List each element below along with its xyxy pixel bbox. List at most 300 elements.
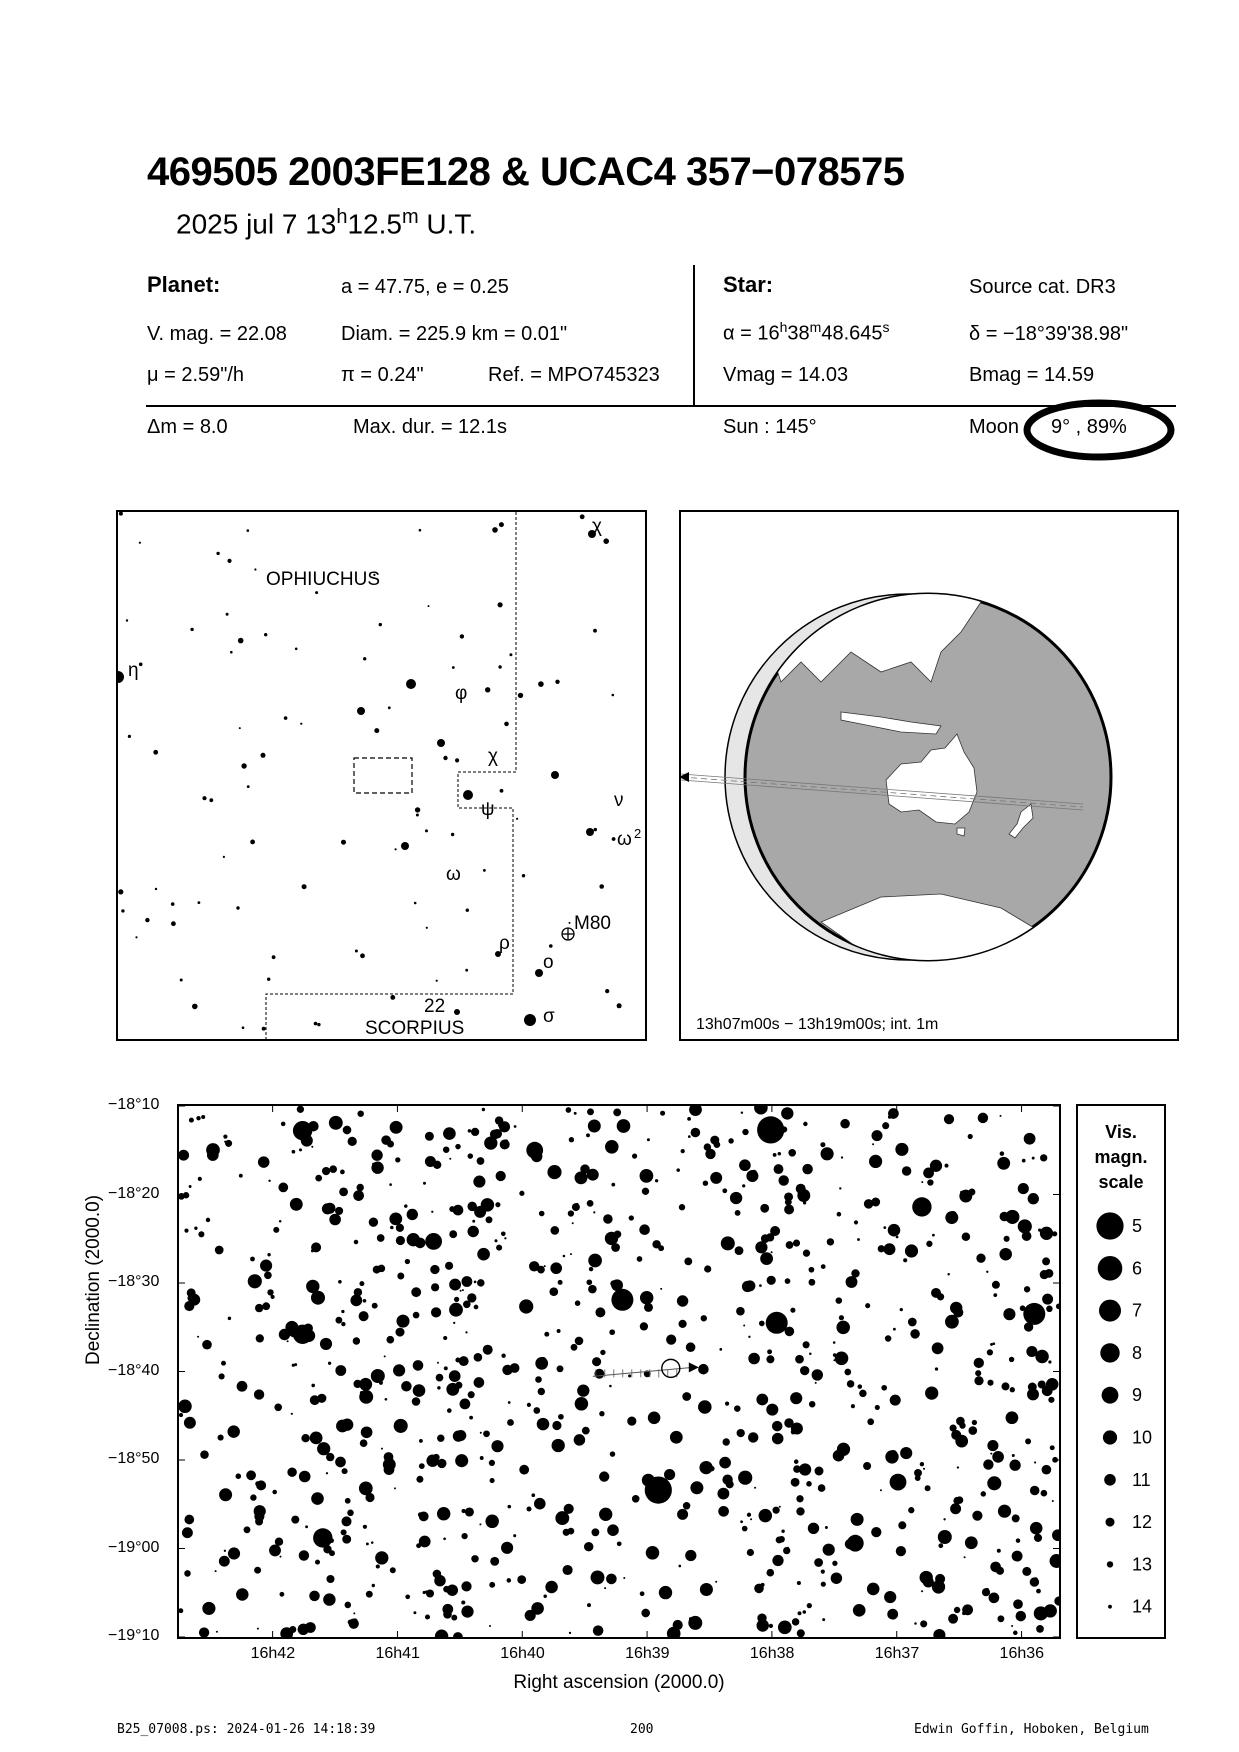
finder-star bbox=[426, 927, 428, 929]
chart-star bbox=[536, 1498, 542, 1504]
finder-star bbox=[374, 728, 379, 733]
chart-star bbox=[354, 1288, 362, 1296]
chart-star bbox=[535, 1376, 542, 1383]
chart-star bbox=[794, 1459, 799, 1464]
chart-bright-star bbox=[645, 1477, 672, 1504]
legend-magnitude-label: 5 bbox=[1132, 1216, 1143, 1236]
chart-star bbox=[371, 1369, 385, 1383]
chart-star bbox=[474, 1281, 477, 1284]
legend-magnitude-dot bbox=[1104, 1474, 1116, 1486]
chart-star bbox=[781, 1107, 793, 1119]
chart-star bbox=[869, 1155, 882, 1168]
chart-bright-star bbox=[425, 1233, 442, 1250]
chart-star bbox=[592, 1357, 601, 1366]
event-datetime: 2025 jul 7 13$^h$12.5$^m$ U.T. bbox=[176, 206, 477, 240]
chart-bright-star bbox=[757, 1116, 784, 1143]
chart-star bbox=[254, 1511, 264, 1521]
chart-star bbox=[793, 1465, 801, 1473]
chart-star bbox=[184, 1301, 194, 1311]
chart-star bbox=[329, 1214, 341, 1226]
chart-star bbox=[605, 1140, 619, 1154]
chart-star bbox=[938, 1530, 952, 1544]
chart-star bbox=[357, 1110, 363, 1116]
chart-star bbox=[418, 1512, 423, 1517]
chart-star bbox=[279, 1220, 282, 1223]
chart-star bbox=[599, 1471, 609, 1481]
chart-star bbox=[393, 1364, 405, 1376]
chart-star bbox=[587, 1108, 594, 1115]
chart-star bbox=[306, 1280, 319, 1293]
chart-star bbox=[575, 1300, 581, 1306]
earth-visibility-map bbox=[679, 510, 1179, 1041]
chart-star bbox=[701, 1315, 707, 1321]
chart-star bbox=[772, 1421, 783, 1432]
chart-star bbox=[599, 1411, 604, 1416]
finder-star bbox=[428, 605, 430, 607]
chart-star bbox=[591, 1570, 605, 1584]
chart-star bbox=[968, 1188, 975, 1195]
chart-star bbox=[611, 1183, 615, 1187]
chart-star bbox=[623, 1577, 625, 1579]
chart-star bbox=[320, 1338, 332, 1350]
chart-star bbox=[854, 1220, 858, 1224]
chart-star bbox=[1046, 1378, 1059, 1391]
chart-star bbox=[575, 1397, 589, 1411]
chart-star bbox=[340, 1170, 345, 1175]
chart-star bbox=[586, 1133, 590, 1137]
chart-star bbox=[341, 1516, 351, 1526]
chart-star bbox=[425, 1132, 434, 1141]
chart-star bbox=[766, 1569, 774, 1577]
chart-star bbox=[186, 1423, 191, 1428]
chart-star bbox=[179, 1413, 183, 1417]
chart-star bbox=[298, 1624, 309, 1635]
finder-star bbox=[227, 559, 231, 563]
finder-star bbox=[516, 818, 518, 820]
chart-star bbox=[564, 1504, 574, 1514]
chart-star bbox=[606, 1574, 617, 1585]
chart-star bbox=[256, 1334, 264, 1342]
chart-star bbox=[760, 1204, 769, 1213]
chart-star bbox=[609, 1385, 612, 1388]
chart-star bbox=[840, 1119, 850, 1129]
chart-star bbox=[690, 1481, 703, 1494]
chart-star bbox=[820, 1142, 825, 1147]
chart-star bbox=[462, 1289, 464, 1291]
chart-star bbox=[628, 1374, 631, 1377]
chart-star bbox=[926, 1241, 932, 1247]
chart-star bbox=[236, 1473, 242, 1479]
chart-bright-star bbox=[313, 1528, 332, 1547]
chart-star bbox=[461, 1533, 467, 1539]
declination-tick-label: −18°10 bbox=[108, 1096, 160, 1113]
chart-star bbox=[434, 1575, 445, 1586]
finder-star bbox=[504, 722, 509, 727]
chart-star bbox=[345, 1602, 352, 1609]
finder-star bbox=[406, 679, 416, 689]
chart-star bbox=[920, 1462, 924, 1466]
chart-star bbox=[342, 1468, 348, 1474]
declination-tick-label: −19°00 bbox=[108, 1538, 160, 1556]
chart-star bbox=[377, 1234, 385, 1242]
chart-star bbox=[863, 1462, 871, 1470]
chart-star bbox=[1034, 1534, 1042, 1542]
chart-star bbox=[1048, 1397, 1054, 1403]
chart-star bbox=[797, 1581, 801, 1585]
chart-star bbox=[851, 1513, 864, 1526]
chart-star bbox=[803, 1122, 807, 1126]
finder-star bbox=[239, 727, 241, 729]
chart-star bbox=[833, 1450, 845, 1462]
chart-star bbox=[413, 1384, 426, 1397]
chart-star bbox=[201, 1115, 205, 1119]
chart-star bbox=[179, 1150, 189, 1161]
chart-star bbox=[851, 1404, 855, 1408]
chart-star bbox=[759, 1509, 772, 1522]
chart-star bbox=[587, 1200, 594, 1207]
chart-star bbox=[800, 1366, 809, 1375]
chart-star bbox=[366, 1542, 369, 1545]
chart-star bbox=[808, 1523, 819, 1534]
chart-star bbox=[735, 1246, 744, 1255]
chart-star bbox=[910, 1329, 919, 1338]
chart-star bbox=[700, 1583, 713, 1596]
finder-star bbox=[284, 716, 288, 720]
chart-star bbox=[216, 1631, 218, 1633]
finder-star bbox=[390, 995, 395, 1000]
chart-star bbox=[688, 1135, 691, 1138]
chart-star bbox=[610, 1280, 617, 1287]
chart-star bbox=[992, 1281, 1000, 1289]
planet-orbit: a = 47.75, e = 0.25 bbox=[341, 276, 509, 298]
chart-star bbox=[1040, 1227, 1053, 1240]
finder-star bbox=[355, 950, 358, 953]
chart-star bbox=[772, 1555, 783, 1566]
finder-star bbox=[198, 901, 201, 904]
chart-star bbox=[568, 1528, 575, 1535]
chart-star bbox=[833, 1341, 836, 1344]
planet-parallax: π = 0.24" bbox=[341, 364, 424, 386]
chart-star bbox=[990, 1343, 993, 1346]
finder-star bbox=[603, 538, 609, 544]
chart-star bbox=[473, 1176, 485, 1188]
chart-star bbox=[571, 1344, 578, 1351]
chart-bright-star bbox=[912, 1197, 931, 1216]
chart-star bbox=[821, 1582, 826, 1587]
chart-star bbox=[893, 1328, 896, 1331]
chart-star bbox=[359, 1281, 364, 1286]
planet-diameter: Diam. = 225.9 km = 0.01" bbox=[341, 323, 568, 345]
chart-star bbox=[489, 1582, 495, 1588]
chart-star bbox=[887, 1609, 898, 1620]
chart-star bbox=[884, 1243, 896, 1255]
chart-star bbox=[199, 1627, 209, 1637]
chart-star bbox=[791, 1478, 800, 1487]
label-omega2-sup: 2 bbox=[634, 826, 642, 841]
chart-star bbox=[923, 1576, 934, 1587]
chart-star bbox=[982, 1588, 990, 1596]
chart-star bbox=[999, 1248, 1012, 1261]
chart-star bbox=[248, 1274, 262, 1288]
star-right-ascension: $\alpha = 16^h38^m48.645^s$ bbox=[723, 319, 890, 345]
chart-star bbox=[444, 1366, 448, 1370]
chart-star bbox=[1034, 1461, 1036, 1463]
chart-star bbox=[900, 1447, 912, 1459]
chart-star bbox=[228, 1547, 240, 1559]
chart-star bbox=[882, 1122, 889, 1129]
chart-star bbox=[311, 1492, 324, 1505]
chart-star bbox=[273, 1227, 279, 1233]
finder-star bbox=[202, 796, 206, 800]
chart-star bbox=[809, 1267, 815, 1273]
chart-star bbox=[335, 1317, 342, 1324]
chart-star bbox=[215, 1246, 224, 1255]
chart-star bbox=[271, 1295, 275, 1299]
chart-star bbox=[945, 1164, 949, 1168]
chart-star bbox=[1032, 1157, 1035, 1160]
legend-magnitude-dot bbox=[1100, 1343, 1119, 1362]
chart-star bbox=[791, 1423, 803, 1435]
chart-star bbox=[315, 1560, 320, 1565]
chart-star bbox=[953, 1497, 961, 1505]
chart-star bbox=[255, 1304, 263, 1312]
chart-star bbox=[443, 1146, 450, 1153]
chart-star bbox=[668, 1341, 671, 1344]
chart-bright-star bbox=[890, 1474, 907, 1491]
chart-star bbox=[937, 1293, 944, 1300]
chart-star bbox=[281, 1122, 286, 1127]
chart-star bbox=[784, 1205, 794, 1215]
finder-star bbox=[230, 651, 233, 654]
chart-star bbox=[781, 1529, 784, 1532]
chart-star bbox=[1041, 1490, 1048, 1497]
chart-star bbox=[507, 1419, 514, 1426]
chart-star bbox=[908, 1507, 914, 1513]
chart-star bbox=[449, 1370, 461, 1382]
chart-star bbox=[944, 1114, 954, 1124]
chart-star bbox=[947, 1273, 949, 1275]
chart-star bbox=[660, 1288, 662, 1290]
finder-star bbox=[586, 828, 594, 836]
chart-star bbox=[484, 1136, 497, 1149]
chart-star bbox=[586, 1279, 592, 1285]
chart-star bbox=[705, 1149, 715, 1159]
finder-star bbox=[139, 663, 143, 667]
chart-star bbox=[1042, 1294, 1053, 1305]
finder-star bbox=[155, 888, 157, 890]
chart-star bbox=[500, 1140, 510, 1150]
chart-star bbox=[647, 1138, 650, 1141]
ra-tick-label: 16h38 bbox=[749, 1645, 795, 1662]
finder-star bbox=[612, 694, 615, 697]
chart-star bbox=[184, 1229, 188, 1233]
chart-star bbox=[1011, 1625, 1013, 1627]
chart-star bbox=[1018, 1219, 1032, 1233]
chart-star bbox=[322, 1203, 333, 1214]
chart-star bbox=[718, 1506, 729, 1517]
chart-star bbox=[224, 1550, 226, 1552]
finder-star bbox=[599, 884, 604, 889]
chart-star bbox=[385, 1398, 388, 1401]
chart-star bbox=[449, 1158, 451, 1160]
finder-star bbox=[612, 837, 616, 841]
chart-star bbox=[1050, 1445, 1055, 1450]
finder-star bbox=[379, 623, 382, 626]
chart-star bbox=[474, 1353, 483, 1362]
chart-star bbox=[839, 1187, 841, 1189]
chart-star bbox=[772, 1507, 779, 1514]
legend-magnitude-dot bbox=[1106, 1518, 1115, 1527]
chart-star bbox=[818, 1484, 826, 1492]
chart-star bbox=[587, 1169, 599, 1181]
finder-star bbox=[317, 1023, 320, 1026]
finder-star bbox=[192, 1004, 198, 1010]
chart-star bbox=[759, 1284, 762, 1287]
chart-star bbox=[431, 1211, 433, 1213]
chart-star bbox=[297, 1106, 304, 1113]
ra-tick-label: 16h39 bbox=[625, 1645, 670, 1662]
chart-star bbox=[461, 1605, 473, 1617]
legend-magnitude-dot bbox=[1099, 1300, 1121, 1322]
chart-star bbox=[480, 1456, 484, 1460]
chart-star bbox=[779, 1506, 781, 1508]
chart-star bbox=[250, 1494, 256, 1500]
chart-star bbox=[806, 1481, 812, 1487]
finder-star bbox=[126, 619, 128, 621]
finder-star bbox=[180, 979, 183, 982]
legend-title: magn. bbox=[1094, 1147, 1148, 1167]
chart-star bbox=[455, 1454, 468, 1467]
chart-star bbox=[426, 1589, 434, 1597]
chart-star bbox=[507, 1578, 512, 1583]
chart-star bbox=[932, 1234, 935, 1237]
chart-star bbox=[342, 1535, 351, 1544]
chart-star bbox=[405, 1259, 410, 1264]
chart-star bbox=[1022, 1159, 1026, 1163]
chart-star bbox=[835, 1351, 849, 1365]
chart-star bbox=[648, 1412, 661, 1425]
chart-star bbox=[959, 1422, 965, 1428]
chart-star bbox=[246, 1470, 256, 1480]
finder-star bbox=[267, 978, 270, 981]
chart-star bbox=[878, 1245, 885, 1252]
chart-star bbox=[437, 1507, 450, 1520]
chart-star bbox=[469, 1416, 473, 1420]
chart-star bbox=[739, 1159, 751, 1171]
finder-star bbox=[551, 771, 559, 779]
chart-star bbox=[1030, 1522, 1043, 1535]
chart-star bbox=[969, 1426, 978, 1435]
chart-star bbox=[1052, 1529, 1059, 1541]
chart-star bbox=[760, 1252, 773, 1265]
chart-star bbox=[431, 1283, 439, 1291]
chart-star bbox=[975, 1370, 981, 1376]
finder-star bbox=[236, 906, 239, 909]
chart-star bbox=[908, 1318, 917, 1327]
chart-star bbox=[1004, 1236, 1010, 1242]
footer-file-info: B25_07008.ps: 2024-01-26 14:18:39 bbox=[117, 1722, 376, 1737]
chart-star bbox=[396, 1315, 409, 1328]
chart-bright-star bbox=[611, 1289, 633, 1311]
chart-star bbox=[359, 1311, 369, 1321]
chart-star bbox=[1000, 1151, 1005, 1156]
chart-star bbox=[788, 1149, 796, 1157]
chart-star bbox=[964, 1556, 966, 1558]
chart-star bbox=[501, 1231, 506, 1236]
chart-star bbox=[688, 1616, 702, 1630]
chart-star bbox=[722, 1188, 727, 1193]
chart-star bbox=[587, 1603, 591, 1607]
chart-star bbox=[709, 1466, 714, 1471]
chart-star bbox=[480, 1432, 482, 1434]
chart-star bbox=[449, 1206, 455, 1212]
chart-star bbox=[968, 1134, 973, 1139]
chart-star bbox=[256, 1480, 266, 1490]
chart-star bbox=[335, 1207, 343, 1215]
ra-tick-label: 16h41 bbox=[375, 1645, 420, 1662]
chart-star bbox=[588, 1120, 601, 1133]
chart-star bbox=[430, 1265, 439, 1274]
chart-star bbox=[280, 1556, 282, 1558]
planet-header: Planet: bbox=[147, 272, 221, 297]
chart-star bbox=[746, 1170, 758, 1182]
constellation-ophiuchus: OPHIUCHUS bbox=[266, 569, 381, 590]
ra-tick-label: 16h36 bbox=[999, 1645, 1045, 1662]
chart-star bbox=[833, 1353, 837, 1357]
chart-star bbox=[384, 1355, 386, 1357]
chart-star bbox=[614, 1231, 622, 1239]
chart-star bbox=[821, 1147, 834, 1160]
chart-star bbox=[1010, 1387, 1015, 1392]
chart-star bbox=[390, 1567, 396, 1573]
chart-star bbox=[974, 1376, 983, 1385]
finder-star bbox=[452, 666, 455, 669]
chart-star bbox=[269, 1544, 281, 1556]
chart-star bbox=[353, 1337, 360, 1344]
chart-star bbox=[803, 1341, 810, 1348]
chart-star bbox=[778, 1620, 792, 1634]
chart-star bbox=[742, 1184, 745, 1187]
label-rho: ρ bbox=[499, 933, 510, 954]
ra-tick-label: 16h42 bbox=[250, 1645, 296, 1662]
chart-star bbox=[603, 1214, 613, 1224]
chart-star bbox=[268, 1180, 270, 1182]
chart-star bbox=[360, 1391, 364, 1395]
finder-star bbox=[315, 591, 318, 594]
chart-star bbox=[279, 1592, 284, 1597]
chart-star bbox=[179, 1400, 192, 1413]
chart-star bbox=[543, 1595, 546, 1598]
chart-star bbox=[196, 1116, 200, 1120]
chart-star bbox=[978, 1113, 988, 1123]
chart-star bbox=[376, 1564, 380, 1568]
chart-star bbox=[797, 1189, 810, 1202]
chart-star bbox=[558, 1414, 564, 1420]
chart-star bbox=[407, 1209, 418, 1220]
chart-star bbox=[381, 1448, 383, 1450]
chart-star bbox=[730, 1192, 742, 1204]
chart-star bbox=[1056, 1303, 1059, 1309]
chart-star bbox=[676, 1168, 680, 1172]
finder-star bbox=[145, 918, 149, 922]
legend-magnitude-dot bbox=[1098, 1256, 1123, 1281]
chart-star bbox=[194, 1227, 197, 1230]
chart-star bbox=[776, 1536, 783, 1543]
chart-star bbox=[262, 1302, 270, 1310]
chart-star bbox=[927, 1179, 933, 1185]
chart-star bbox=[404, 1204, 407, 1207]
chart-star bbox=[389, 1213, 402, 1226]
